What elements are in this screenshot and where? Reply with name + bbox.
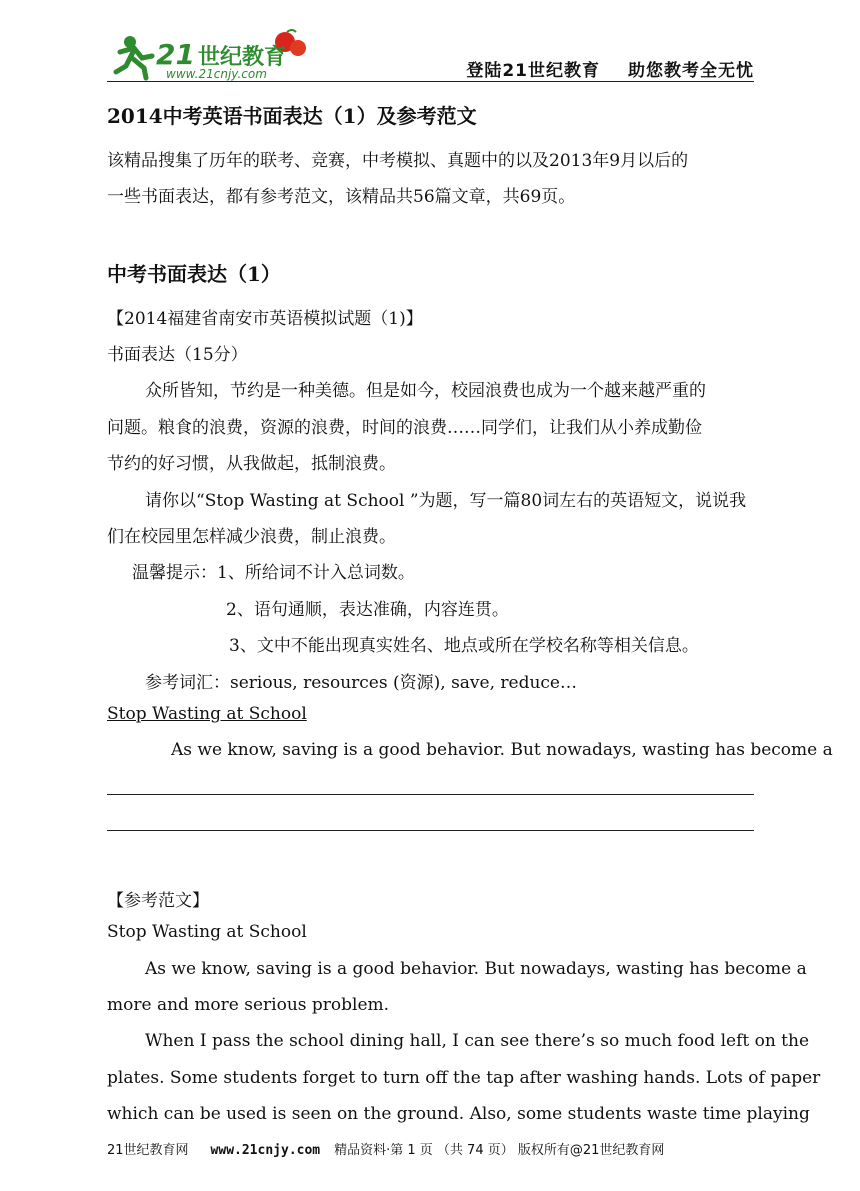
sample-title: Stop Wasting at School bbox=[107, 922, 307, 942]
intro-line-1: 该精品搜集了历年的联考、竞赛，中考模拟、真题中的以及2013年9月以后的 bbox=[107, 151, 689, 171]
task-label: 书面表达（15分） bbox=[107, 345, 248, 365]
sample-label: 【参考范文】 bbox=[107, 891, 209, 911]
footer-url-link[interactable]: www.21cnjy.com bbox=[210, 1143, 321, 1158]
prompt-line-5: 们在校园里怎样减少浪费，制止浪费。 bbox=[107, 527, 396, 547]
footer-site: 21世纪教育网 bbox=[107, 1143, 189, 1158]
tips-line-3: 3、文中不能出现真实姓名、地点或所在学校名称等相关信息。 bbox=[229, 636, 699, 656]
prompt-line-2: 问题。粮食的浪费，资源的浪费，时间的浪费……同学们，让我们从小养成勤俭 bbox=[107, 418, 702, 438]
footer-info: 精品资料·第 1 页 （共 74 页） 版权所有@21世纪教育网 bbox=[334, 1143, 665, 1158]
intro-line-2: 一些书面表达，都有参考范文，该精品共56篇文章，共69页。 bbox=[107, 187, 576, 207]
answer-line-2 bbox=[107, 830, 754, 831]
sample-line-3: When I pass the school dining hall, I can see there’s so much food left on the bbox=[145, 1031, 810, 1051]
document-title: 2014中考英语书面表达（1）及参考范文 bbox=[107, 104, 477, 128]
prompt-line-1: 众所皆知，节约是一种美德。但是如今，校园浪费也成为一个越来越严重的 bbox=[145, 381, 706, 401]
tips-line-1: 温馨提示：1、所给词不计入总词数。 bbox=[132, 563, 415, 583]
logo-url: www.21cnjy.com bbox=[166, 67, 267, 81]
sample-line-5: which can be used is seen on the ground. Also, some students waste time playing bbox=[107, 1104, 810, 1124]
logo-graphic bbox=[112, 28, 312, 84]
prompt-line-3: 节约的好习惯，从我做起，抵制浪费。 bbox=[107, 454, 396, 474]
sample-line-2: more and more serious problem. bbox=[107, 995, 390, 1015]
vocab-hint: 参考词汇：serious, resources (资源), save, reduce… bbox=[145, 673, 577, 693]
svg-text:21: 21 bbox=[156, 38, 195, 71]
tips-line-2: 2、语句通顺，表达准确，内容连贯。 bbox=[226, 600, 509, 620]
header-divider bbox=[107, 81, 754, 82]
slogan-right: 助您教考全无忧 bbox=[628, 61, 754, 81]
essay-title-underlined: Stop Wasting at School bbox=[107, 704, 307, 724]
question-source: 【2014福建省南安市英语模拟试题（1)】 bbox=[107, 309, 423, 329]
page-footer bbox=[107, 1139, 664, 1158]
sample-line-1: As we know, saving is a good behavior. But nowadays, wasting has become a bbox=[145, 959, 807, 979]
sample-line-4: plates. Some students forget to turn off the tap after washing hands. Lots of paper bbox=[107, 1068, 821, 1088]
prompt-line-4: 请你以“Stop Wasting at School ”为题，写一篇80词左右的英语短文，说说我 bbox=[145, 491, 747, 511]
site-logo[interactable] bbox=[112, 28, 312, 84]
logo-text: 世纪教育 bbox=[198, 45, 287, 70]
header-slogan bbox=[438, 56, 754, 81]
section-heading: 中考书面表达（1） bbox=[107, 262, 281, 286]
slogan-left: 登陆21世纪教育 bbox=[466, 61, 600, 81]
essay-opening-line: As we know, saving is a good behavior. But nowadays, wasting has become a bbox=[171, 740, 833, 760]
answer-line-1 bbox=[107, 794, 754, 795]
